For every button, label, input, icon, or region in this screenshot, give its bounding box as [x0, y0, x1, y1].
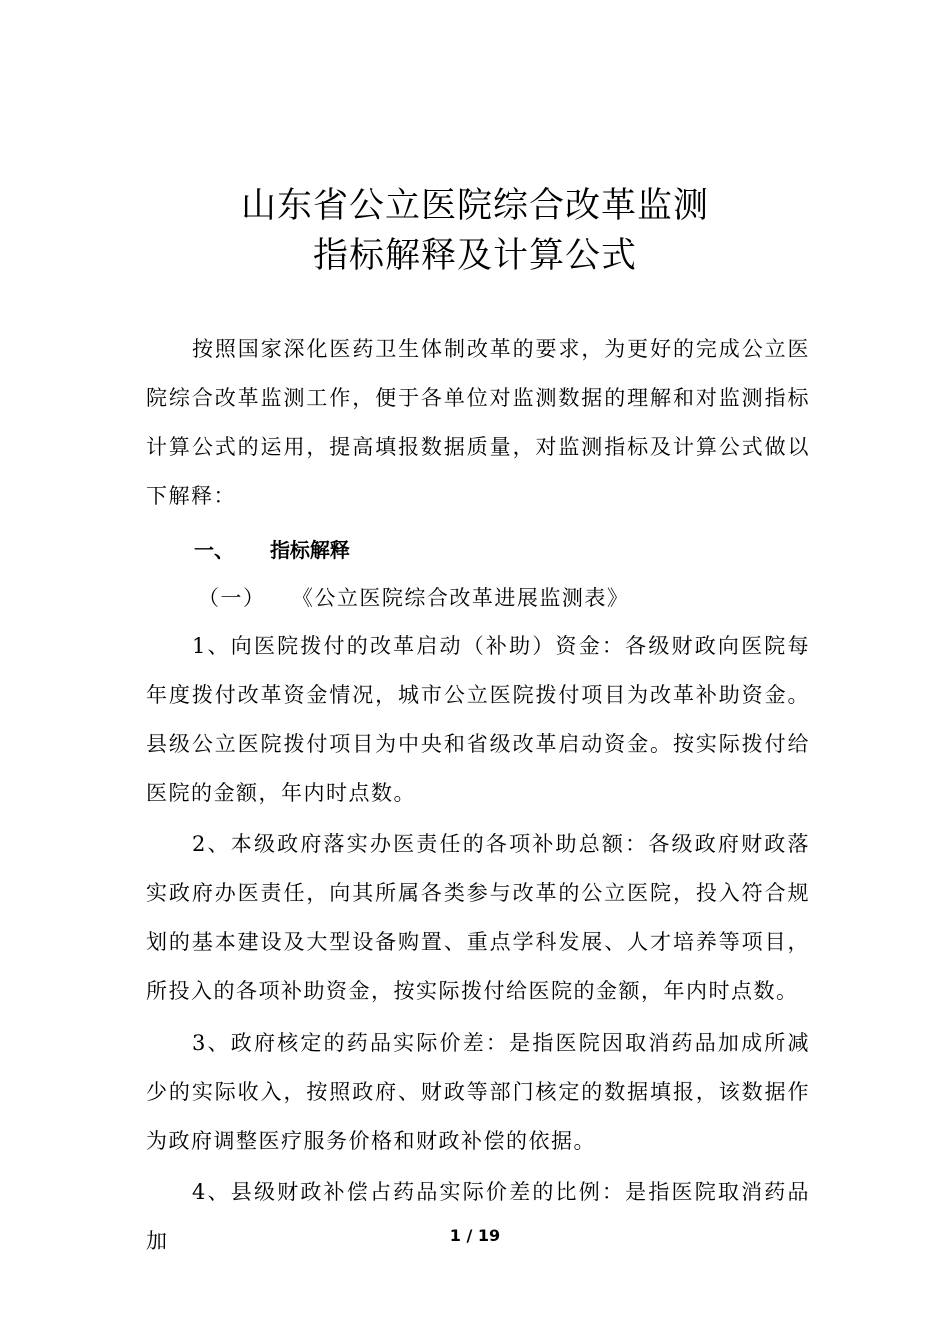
subsection-number: （一）	[198, 586, 266, 610]
item-paragraph-1: 1、向医院拨付的改革启动（补助）资金：各级财政向医院每年度拨付改革资金情况，城市公立医院拨付项目为改革补助资金。县级公立医院拨付项目为中央和省级改革启动资金。按实际拨付给医院的金额，年内时点数。	[146, 634, 810, 805]
section-number: 一、	[194, 538, 234, 562]
subsection-heading	[198, 582, 629, 612]
item-paragraph-4: 4、县级财政补偿占药品实际价差的比例：是指医院取消药品加	[146, 1180, 810, 1253]
section-title: 指标解释	[269, 538, 350, 562]
document-title-line-1: 山东省公立医院综合改革监测	[240, 186, 709, 226]
item-paragraph-3: 3、政府核定的药品实际价差：是指医院因取消药品加成所减少的实际收入，按照政府、财政等部门核定的数据填报，该数据作为政府调整医疗服务价格和财政补偿的依据。	[146, 1031, 810, 1153]
page-indicator: 1 / 19	[449, 1226, 501, 1245]
subsection-title: 《公立医院综合改革进展监测表》	[291, 586, 630, 610]
section-heading	[194, 534, 350, 563]
item-paragraph-2: 2、本级政府落实办医责任的各项补助总额：各级政府财政落实政府办医责任，向其所属各类参与改革的公立医院，投入符合规划的基本建设及大型设备购置、重点学科发展、人才培养等项目，所投入的各项补助资金，按实际拨付给医院的金额，年内时点数。	[146, 832, 810, 1003]
document-title-line-2: 指标解释及计算公式	[312, 236, 637, 276]
intro-paragraph: 按照国家深化医药卫生体制改革的要求，为更好的完成公立医院综合改革监测工作，便于各单位对监测数据的理解和对监测指标计算公式的运用，提高填报数据质量，对监测指标及计算公式做以下解释：	[146, 337, 810, 508]
